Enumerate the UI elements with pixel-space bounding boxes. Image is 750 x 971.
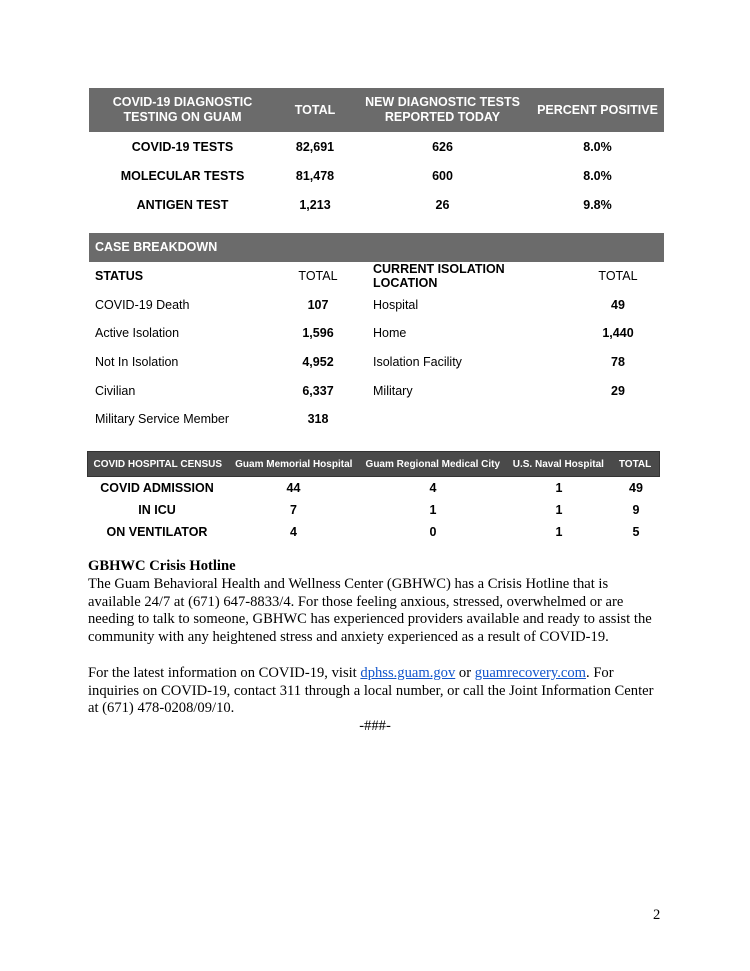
row-new: 26 bbox=[435, 197, 450, 212]
row-grmc: 1 bbox=[429, 503, 437, 517]
row-label: COVID-19 TESTS bbox=[131, 139, 234, 154]
location-total: 49 bbox=[611, 297, 625, 312]
header-grmc: Guam Regional Medical City bbox=[365, 458, 501, 470]
location-total: 29 bbox=[611, 383, 625, 398]
location-label: Hospital bbox=[373, 297, 419, 312]
location-label: Isolation Facility bbox=[373, 355, 462, 370]
row-label: MOLECULAR TESTS bbox=[120, 168, 245, 183]
header-total: TOTAL bbox=[294, 102, 336, 117]
header-gmh: Guam Memorial Hospital bbox=[235, 458, 353, 470]
table-row bbox=[89, 319, 664, 348]
hotline-paragraph: The Guam Behavioral Health and Wellness Center (GBHWC) has a Crisis Hotline that is available 24/7 at (671) 647-8833/4. For those feeling anxious, stressed, overwhelmed or are needing to talk to someone, GBHWC has experienced providers available and ready to assist the community with any heightened stress and anxiety experienced as a result of COVID-19. bbox=[88, 575, 652, 646]
row-usnh: 1 bbox=[555, 503, 563, 517]
row-label: ON VENTILATOR bbox=[106, 525, 208, 539]
header-isolation-location: CURRENT ISOLATION LOCATION bbox=[373, 262, 505, 291]
info-text-after: . For inquiries on COVID-19, contact 311 through a local number, or call the Joint Information Center at (671) 478-0208/09/10. bbox=[88, 664, 654, 717]
location-total: 1,440 bbox=[602, 326, 634, 341]
table-row bbox=[89, 161, 664, 190]
row-total: 82,691 bbox=[295, 139, 335, 154]
row-label: ANTIGEN TEST bbox=[136, 197, 229, 212]
testing-table-header bbox=[89, 88, 664, 132]
header-usnh: U.S. Naval Hospital bbox=[512, 458, 604, 470]
text-section bbox=[88, 558, 663, 736]
table-row bbox=[89, 190, 664, 219]
table-row bbox=[89, 348, 664, 377]
header-census: COVID HOSPITAL CENSUS bbox=[93, 458, 223, 470]
header-total: TOTAL bbox=[598, 269, 638, 284]
header-total: TOTAL bbox=[618, 458, 652, 470]
table-row bbox=[87, 521, 660, 543]
table-row bbox=[89, 291, 664, 320]
row-total: 49 bbox=[629, 481, 643, 495]
row-usnh: 1 bbox=[555, 481, 563, 495]
row-new: 600 bbox=[432, 168, 453, 183]
status-label: Active Isolation bbox=[95, 326, 180, 341]
dphss-link[interactable]: dphss.guam.gov bbox=[360, 664, 456, 681]
row-total: 81,478 bbox=[295, 168, 335, 183]
row-percent: 8.0% bbox=[583, 139, 612, 154]
location-label: Military bbox=[373, 383, 413, 398]
header-testing-on-guam: COVID-19 DIAGNOSTIC TESTING ON GUAM bbox=[112, 95, 253, 124]
row-gmh: 4 bbox=[290, 525, 297, 539]
row-new: 626 bbox=[432, 139, 453, 154]
case-breakdown-table bbox=[89, 233, 664, 434]
row-label: IN ICU bbox=[138, 503, 176, 517]
end-mark: -###- bbox=[359, 718, 391, 735]
status-total: 6,337 bbox=[302, 383, 334, 398]
row-usnh: 1 bbox=[555, 525, 563, 539]
header-status: STATUS bbox=[95, 269, 144, 284]
table-row bbox=[89, 376, 664, 405]
status-total: 4,952 bbox=[302, 355, 334, 370]
info-paragraph bbox=[88, 665, 663, 718]
row-grmc: 0 bbox=[429, 525, 437, 539]
info-text-before: For the latest information on COVID-19, visit bbox=[88, 664, 361, 681]
table-row bbox=[89, 132, 664, 161]
case-breakdown-title: CASE BREAKDOWN bbox=[89, 233, 664, 262]
row-grmc: 4 bbox=[429, 481, 437, 495]
status-label: COVID-19 Death bbox=[95, 297, 190, 312]
location-label: Home bbox=[373, 326, 407, 341]
census-table-header bbox=[87, 451, 660, 477]
status-label: Civilian bbox=[95, 383, 136, 398]
table-row bbox=[87, 499, 660, 521]
location-total: 78 bbox=[611, 355, 625, 370]
hotline-heading: GBHWC Crisis Hotline bbox=[88, 558, 236, 574]
diagnostic-testing-table bbox=[89, 88, 664, 219]
case-breakdown-header bbox=[89, 262, 664, 291]
header-new-tests: NEW DIAGNOSTIC TESTS REPORTED TODAY bbox=[365, 95, 520, 124]
table-row bbox=[89, 405, 664, 434]
info-text-mid: or bbox=[455, 664, 475, 681]
header-total: TOTAL bbox=[298, 269, 338, 284]
status-label: Not In Isolation bbox=[95, 355, 179, 370]
row-gmh: 44 bbox=[286, 481, 301, 495]
header-percent-positive: PERCENT POSITIVE bbox=[537, 102, 658, 117]
row-percent: 8.0% bbox=[583, 168, 612, 183]
paragraph-gap bbox=[88, 647, 663, 665]
guamrecovery-link[interactable]: guamrecovery.com bbox=[474, 664, 587, 681]
row-percent: 9.8% bbox=[583, 197, 612, 212]
status-label: Military Service Member bbox=[95, 412, 230, 427]
row-total: 9 bbox=[632, 503, 640, 517]
status-total: 107 bbox=[307, 297, 329, 312]
status-total: 1,596 bbox=[302, 326, 334, 341]
hospital-census-table bbox=[87, 451, 660, 543]
row-gmh: 7 bbox=[290, 503, 297, 517]
row-label: COVID ADMISSION bbox=[100, 481, 214, 495]
page-number: 2 bbox=[653, 907, 661, 923]
status-total: 318 bbox=[307, 412, 329, 427]
table-row bbox=[87, 477, 660, 499]
row-total: 5 bbox=[632, 525, 640, 539]
row-total: 1,213 bbox=[299, 197, 331, 212]
